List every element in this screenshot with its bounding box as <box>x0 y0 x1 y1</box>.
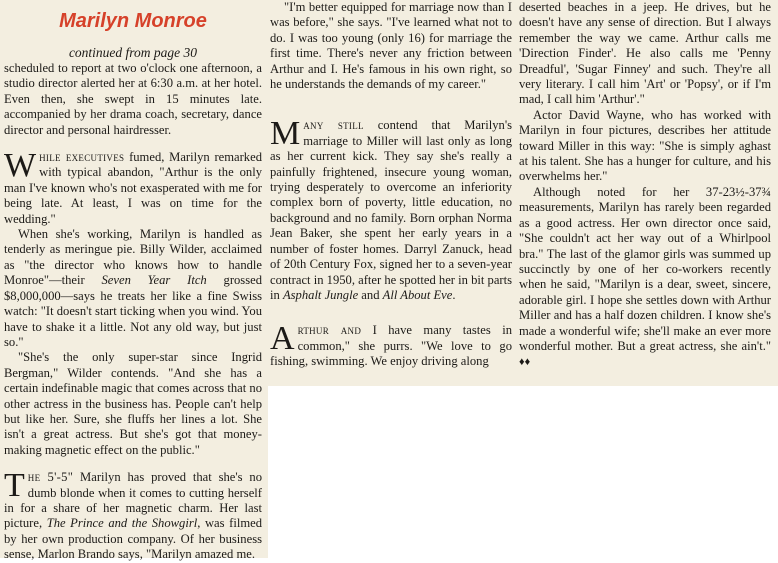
lead-in: any still <box>303 118 364 133</box>
article-title: Marilyn Monroe <box>59 10 207 32</box>
drop-cap: A <box>270 320 295 358</box>
paragraph-text: , was filmed by her own production company. Of her business sense, Marlon Brando says, "Marilyn amazed me. <box>4 516 262 562</box>
column-2 <box>270 0 512 370</box>
drop-cap: M <box>270 115 301 153</box>
paragraph-text: grossed $8,000,000—says he treats her like a fine Swiss watch: "It doesn't start ticking when you wind. You have to shake it a little. Not any old way, but just so." <box>4 273 262 349</box>
paragraph-text: When she's working, Marilyn is handled as tenderly as meringue pie. Billy Wilder, acclaimed as "the director who knows how to handle Monroe"—their <box>4 227 262 288</box>
lead-in: rthur and <box>297 323 362 338</box>
column-1 <box>4 0 262 563</box>
paragraph-dropcap <box>270 115 513 303</box>
paragraph: deserted beaches in a jeep. He drives, but he doesn't have any sense of direction. But I always remember the way we came. Arthur calls me 'Direction Finder'. He also calls me 'Penny Dreadful', 'Sugar Finney' and such. They're all very literary. I call him 'Art' or 'Popsy', or if I'm mad, I call him 'Arthur'." <box>519 0 771 107</box>
lead-in: he 5'-5" <box>27 470 74 485</box>
paragraph <box>519 185 771 371</box>
drop-cap: T <box>4 467 25 505</box>
paragraph: scheduled to report at two o'clock one afternoon, a studio director alerted her at 6:30 a.m. at her hotel. Even then, she swept in 15 minutes late. accompanied by her drama coach, secretary, dance director and personal hairdresser. <box>4 61 262 137</box>
film-title: Asphalt Jungle <box>282 287 359 302</box>
paragraph: "I'm better equipped for marriage now than I was before," she says. "I've learned what not to do. I was too young (only 16) for marriage the first time. There's never any friction between Arthur and I. He's famous in his own right, so he understands the demands of my career." <box>270 0 512 92</box>
continued-note: continued from page 30 <box>68 45 198 60</box>
paragraph-text: and <box>358 287 383 302</box>
paragraph: "She's the only super-star since Ingrid Bergman," Wilder contends. "And she has a certain indefinable magic that comes across that no other actress in the business has. People can't help but like her. Sure, she fluffs her lines a lot. She isn't a great actress. But she's got that money-making magnetic effect on the public." <box>4 350 262 457</box>
paragraph-text: contend that Marilyn's marriage to Miller will last only as long as her current kick. They say she's really a painfully frightened, insecure young woman, trying desperately to overcome an inferiority complex born of poverty, little education, no background and no family. Born orphan Norma Jean Baker, she spent her early years in a number of foster homes. Darryl Zanuck, head of 20th Century Fox, signed her to a seven-year contract in 1950, after he spotted her in bit parts in <box>270 118 513 302</box>
film-title: Seven Year Itch <box>101 273 207 288</box>
paragraph: Actor David Wayne, who has worked with Marilyn in four pictures, describes her attitude toward Miller in this way: "She is simply aghast at his talent. She has a hunger for culture, and his overwhelms her." <box>519 107 771 184</box>
film-title: All About Eve <box>382 287 453 302</box>
paragraph-dropcap <box>4 467 262 562</box>
paragraph-dropcap <box>4 147 262 227</box>
drop-cap: W <box>4 147 37 185</box>
paragraph-text: I have many tastes in common," she purrs. "We love to go fishing, swimming. We enjoy driving along <box>270 323 513 369</box>
end-mark-icon: ♦♦ <box>519 356 531 369</box>
paragraph-text: Marilyn has proved that she's no dumb blonde when it comes to cutting herself in for a share of her magnetic charm. Her last picture, <box>4 470 262 531</box>
paragraph-text: . <box>452 287 456 302</box>
paragraph <box>4 227 262 350</box>
paragraph-dropcap <box>270 320 513 369</box>
film-title: The Prince and the Showgirl <box>46 516 198 531</box>
column-3 <box>519 0 771 371</box>
paragraph-text: Although noted for her 37-23½-37¾ measurements, Marilyn has rarely been regarded as a good actress. Her own director once said, "She couldn't act her way out of a Whirlpool bra." The last of the glamor girls was summed up succinctly by one of her co-workers recently when he said, "Marilyn is a dear, sweet, sincere, adorable girl. I hope she settles down with Arthur Miller and has a half dozen children. I know she's made a wonderful wife; she'll make an ever more wonderful mother. But a great actress, she ain't." <box>519 184 771 353</box>
lead-in: hile executives <box>39 150 125 165</box>
paragraph-text: fumed, Marilyn remarked with typical abandon, "Arthur is the only man I've known who's not exasperated with me for being late. At least, I was on time for the wedding." <box>4 150 262 226</box>
